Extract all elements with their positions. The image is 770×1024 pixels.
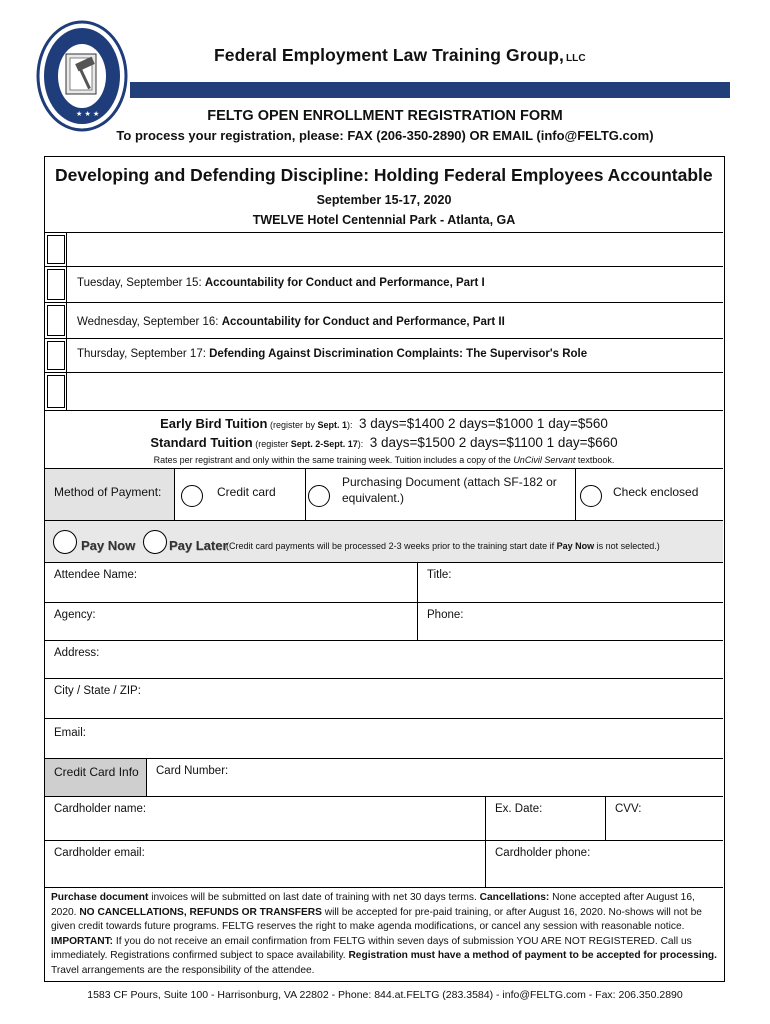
early-bird-prices: 3 days=$1400 2 days=$1000 1 day=$560 xyxy=(359,416,608,431)
session-checkbox-all[interactable] xyxy=(45,233,67,266)
city-row xyxy=(45,679,723,719)
pay-timing-row xyxy=(45,521,723,563)
cardholder-row xyxy=(45,797,723,841)
course-dates: September 15-17, 2020 xyxy=(316,193,452,207)
pay-now-radio[interactable] xyxy=(53,530,77,554)
pay-later-label: Pay Later xyxy=(169,538,228,553)
cardholder-contact-row xyxy=(45,841,723,888)
org-title xyxy=(214,45,586,66)
option-check[interactable] xyxy=(576,469,723,520)
agency-field[interactable] xyxy=(45,603,417,640)
early-bird-line xyxy=(45,416,723,431)
standard-line xyxy=(45,435,723,450)
cvv-field[interactable] xyxy=(605,797,723,840)
agency-label: Agency: xyxy=(54,609,96,621)
session-row-all xyxy=(45,233,723,267)
payment-method-label: Method of Payment: xyxy=(45,469,175,520)
session-day: Thursday, September 17: xyxy=(77,348,210,360)
standard-note: (register Sept. 2-Sept. 17): xyxy=(252,439,366,449)
email-field[interactable] xyxy=(45,719,723,758)
course-venue: TWELVE Hotel Centennial Park - Atlanta, GA xyxy=(252,213,516,227)
credit-card-info-label: Credit Card Info xyxy=(45,759,147,796)
title-label: Title: xyxy=(427,569,452,581)
cardholder-name-label: Cardholder name: xyxy=(54,803,147,815)
cardholder-phone-label: Cardholder phone: xyxy=(495,847,591,859)
purchasing-document-label: Purchasing Document (attach SF-182 or equivalent.) xyxy=(342,475,557,505)
attendee-name-label: Attendee Name: xyxy=(54,569,138,581)
session-title: Accountability for Conduct and Performance, Part II xyxy=(221,316,505,328)
address-row xyxy=(45,641,723,679)
cardholder-email-field[interactable] xyxy=(45,841,485,887)
org-suffix: LLC xyxy=(565,53,586,64)
session-label xyxy=(77,348,587,360)
session-row-blank xyxy=(45,373,723,411)
tuition-section xyxy=(45,411,723,469)
session-checkbox[interactable] xyxy=(45,339,67,372)
footer-contact: 1583 CF Pours, Suite 100 - Harrisonburg, VA 22802 - Phone: 844.at.FELTG (283.3584) - info@FELTG.com - Fax: 206.350.2890 xyxy=(87,989,683,1001)
session-day: Wednesday, September 16: xyxy=(77,316,222,328)
cardholder-phone-field[interactable] xyxy=(485,841,723,887)
check-radio[interactable] xyxy=(580,485,602,507)
pay-now-label: Pay Now xyxy=(81,538,136,553)
check-label: Check enclosed xyxy=(613,485,699,499)
session-row xyxy=(45,339,723,373)
phone-field[interactable] xyxy=(417,603,723,640)
attendee-row xyxy=(45,563,723,603)
early-bird-note: (register by Sept. 1): xyxy=(267,420,356,430)
tuition-note: Rates per registrant and only within the same training week. Tuition includes a copy of the UnCivil Servant textbook. xyxy=(153,455,615,465)
svg-text:★ ★ ★: ★ ★ ★ xyxy=(76,110,100,118)
course-title: Developing and Defending Discipline: Holding Federal Employees Accountable xyxy=(55,165,713,185)
agency-row xyxy=(45,603,723,641)
session-row xyxy=(45,303,723,339)
attendee-name-field[interactable] xyxy=(45,563,417,602)
address-field[interactable] xyxy=(45,641,723,678)
credit-card-label: Credit card xyxy=(217,485,276,499)
card-number-field[interactable] xyxy=(147,759,723,796)
session-checkbox[interactable] xyxy=(45,267,67,302)
credit-card-radio[interactable] xyxy=(181,485,203,507)
cardholder-name-field[interactable] xyxy=(45,797,485,840)
policy-text: Purchase document invoices will be submitted on last date of training with net 30 days terms. Cancellations: None accepted after August 16, 2020. NO CANCELLATIONS, REFUNDS OR TRANSFERS will be accepted for pre-paid training, or after August 16, 2020. No-shows will not be given credit towards future programs. FELTG reserves the right to make agenda modifications, or cancel any session with reasonable notice. IMPORTANT: If you do not receive an email confirmation from FELTG within seven days of submission YOU ARE NOT REGISTERED. Call us immediately. Registrations confirmed subject to space availability. Registration must have a method of payment to be accepted for processing. Travel arrangements are the responsibility of the attendee. xyxy=(51,892,717,976)
standard-prices: 3 days=$1500 2 days=$1100 1 day=$660 xyxy=(369,435,618,450)
address-label: Address: xyxy=(54,647,100,659)
cardholder-email-label: Cardholder email: xyxy=(54,847,145,859)
session-label xyxy=(77,277,485,289)
email-label: Email: xyxy=(54,727,86,739)
form-instructions: To process your registration, please: FAX (206-350-2890) OR EMAIL (info@FELTG.com) xyxy=(116,128,654,143)
course-header xyxy=(45,157,723,233)
form-title: FELTG OPEN ENROLLMENT REGISTRATION FORM xyxy=(207,108,563,124)
email-row xyxy=(45,719,723,759)
card-number-row xyxy=(45,759,723,797)
pay-timing-note: (Credit card payments will be processed 2-3 weeks prior to the training start date if Pay Now is not selected.) xyxy=(226,541,660,551)
card-number-label: Card Number: xyxy=(156,765,229,777)
session-title: Accountability for Conduct and Performance, Part I xyxy=(204,277,485,289)
session-row xyxy=(45,267,723,303)
header-bar xyxy=(130,82,730,98)
payment-method-row xyxy=(45,469,723,521)
city-state-zip-field[interactable] xyxy=(45,679,723,718)
cvv-label: CVV: xyxy=(615,803,642,815)
session-label xyxy=(77,316,505,328)
option-credit-card[interactable] xyxy=(175,469,306,520)
session-title: Defending Against Discrimination Complaints: The Supervisor's Role xyxy=(209,348,588,360)
session-day: Tuesday, September 15: xyxy=(77,277,205,289)
org-name: Federal Employment Law Training Group, xyxy=(214,45,564,65)
exp-date-label: Ex. Date: xyxy=(495,803,543,815)
exp-date-field[interactable] xyxy=(485,797,605,840)
option-purchasing-document[interactable] xyxy=(306,469,576,520)
standard-label: Standard Tuition xyxy=(150,435,253,450)
phone-label: Phone: xyxy=(427,609,464,621)
registration-form xyxy=(44,156,725,982)
session-checkbox[interactable] xyxy=(45,303,67,338)
pay-later-radio[interactable] xyxy=(143,530,167,554)
session-checkbox-blank[interactable] xyxy=(45,373,67,410)
early-bird-label: Early Bird Tuition xyxy=(160,416,268,431)
city-state-zip-label: City / State / ZIP: xyxy=(54,685,141,697)
title-field[interactable] xyxy=(417,563,723,602)
purchasing-document-radio[interactable] xyxy=(308,485,330,507)
